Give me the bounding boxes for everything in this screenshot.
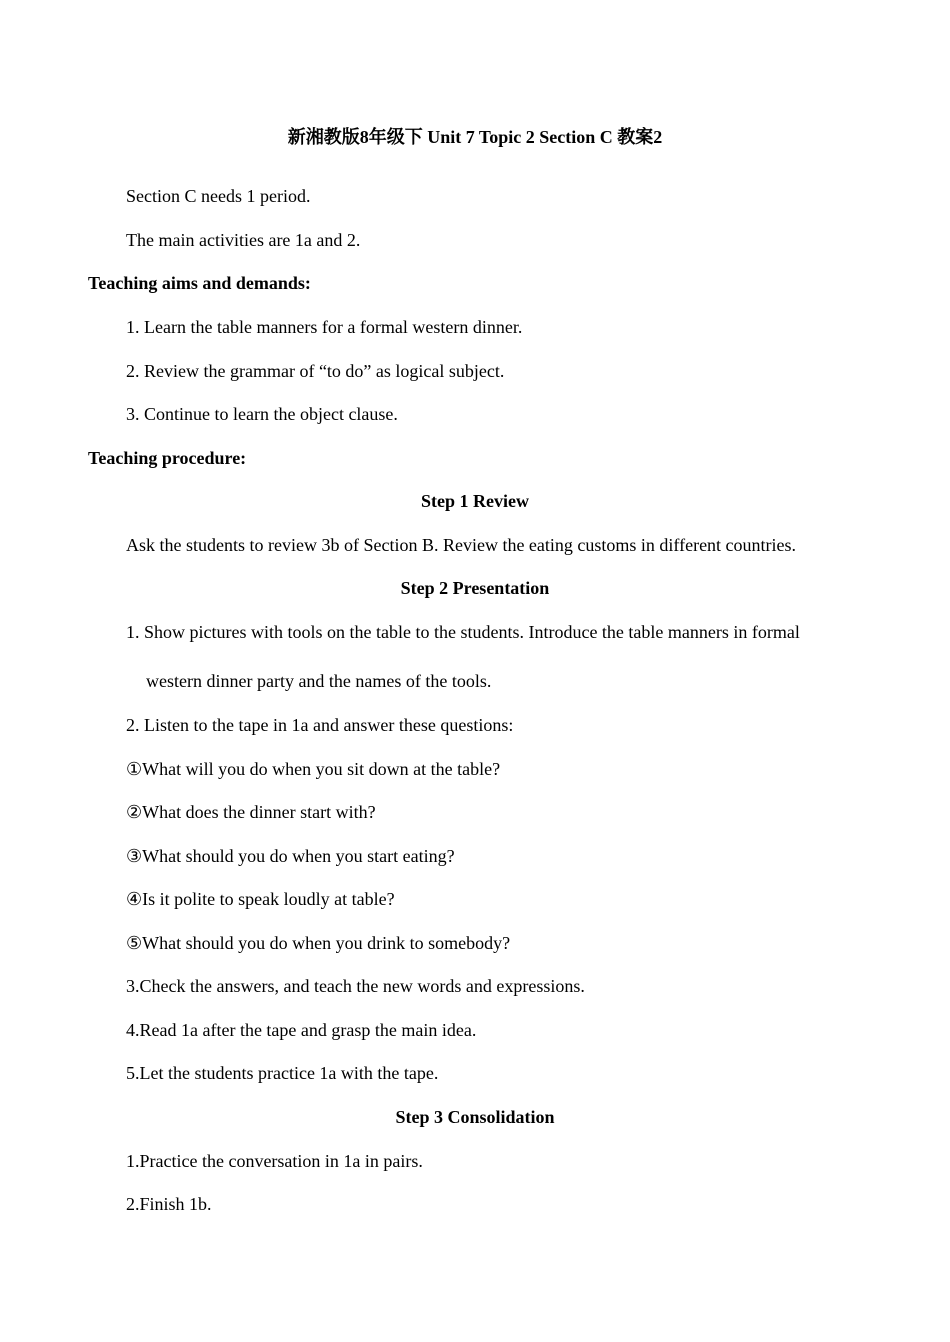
intro-line: The main activities are 1a and 2. xyxy=(126,230,361,250)
procedure-heading: Teaching procedure: xyxy=(88,448,247,468)
aim-item: 2. Review the grammar of “to do” as logical subject. xyxy=(126,361,505,381)
step2-item-continuation: western dinner party and the names of the tools. xyxy=(146,671,492,691)
aims-heading: Teaching aims and demands: xyxy=(88,273,311,293)
document-title: 新湘教版8年级下 Unit 7 Topic 2 Section C 教案2 xyxy=(287,127,663,147)
step2-item: 1. Show pictures with tools on the table to the students. Introduce the table manners in formal xyxy=(126,622,800,642)
question-item: ⑤What should you do when you drink to somebody? xyxy=(126,933,511,953)
question-item: ②What does the dinner start with? xyxy=(126,802,376,822)
step2-item: 3.Check the answers, and teach the new words and expressions. xyxy=(126,976,585,996)
step2-item: 5.Let the students practice 1a with the tape. xyxy=(126,1063,439,1083)
step1-heading: Step 1 Review xyxy=(421,491,529,511)
aim-item: 1. Learn the table manners for a formal western dinner. xyxy=(126,317,523,337)
step2-item: 2. Listen to the tape in 1a and answer these questions: xyxy=(126,715,514,735)
aim-item: 3. Continue to learn the object clause. xyxy=(126,404,398,424)
step3-item: 2.Finish 1b. xyxy=(126,1194,212,1214)
question-item: ④Is it polite to speak loudly at table? xyxy=(126,889,395,909)
step2-item: 4.Read 1a after the tape and grasp the main idea. xyxy=(126,1020,477,1040)
question-item: ③What should you do when you start eating? xyxy=(126,846,455,866)
step3-item: 1.Practice the conversation in 1a in pairs. xyxy=(126,1151,423,1171)
step2-heading: Step 2 Presentation xyxy=(400,578,550,598)
intro-line: Section C needs 1 period. xyxy=(126,186,311,206)
question-item: ①What will you do when you sit down at the table? xyxy=(126,759,501,779)
step1-item: Ask the students to review 3b of Section B. Review the eating customs in different countries. xyxy=(126,535,797,555)
step3-heading: Step 3 Consolidation xyxy=(395,1107,555,1127)
